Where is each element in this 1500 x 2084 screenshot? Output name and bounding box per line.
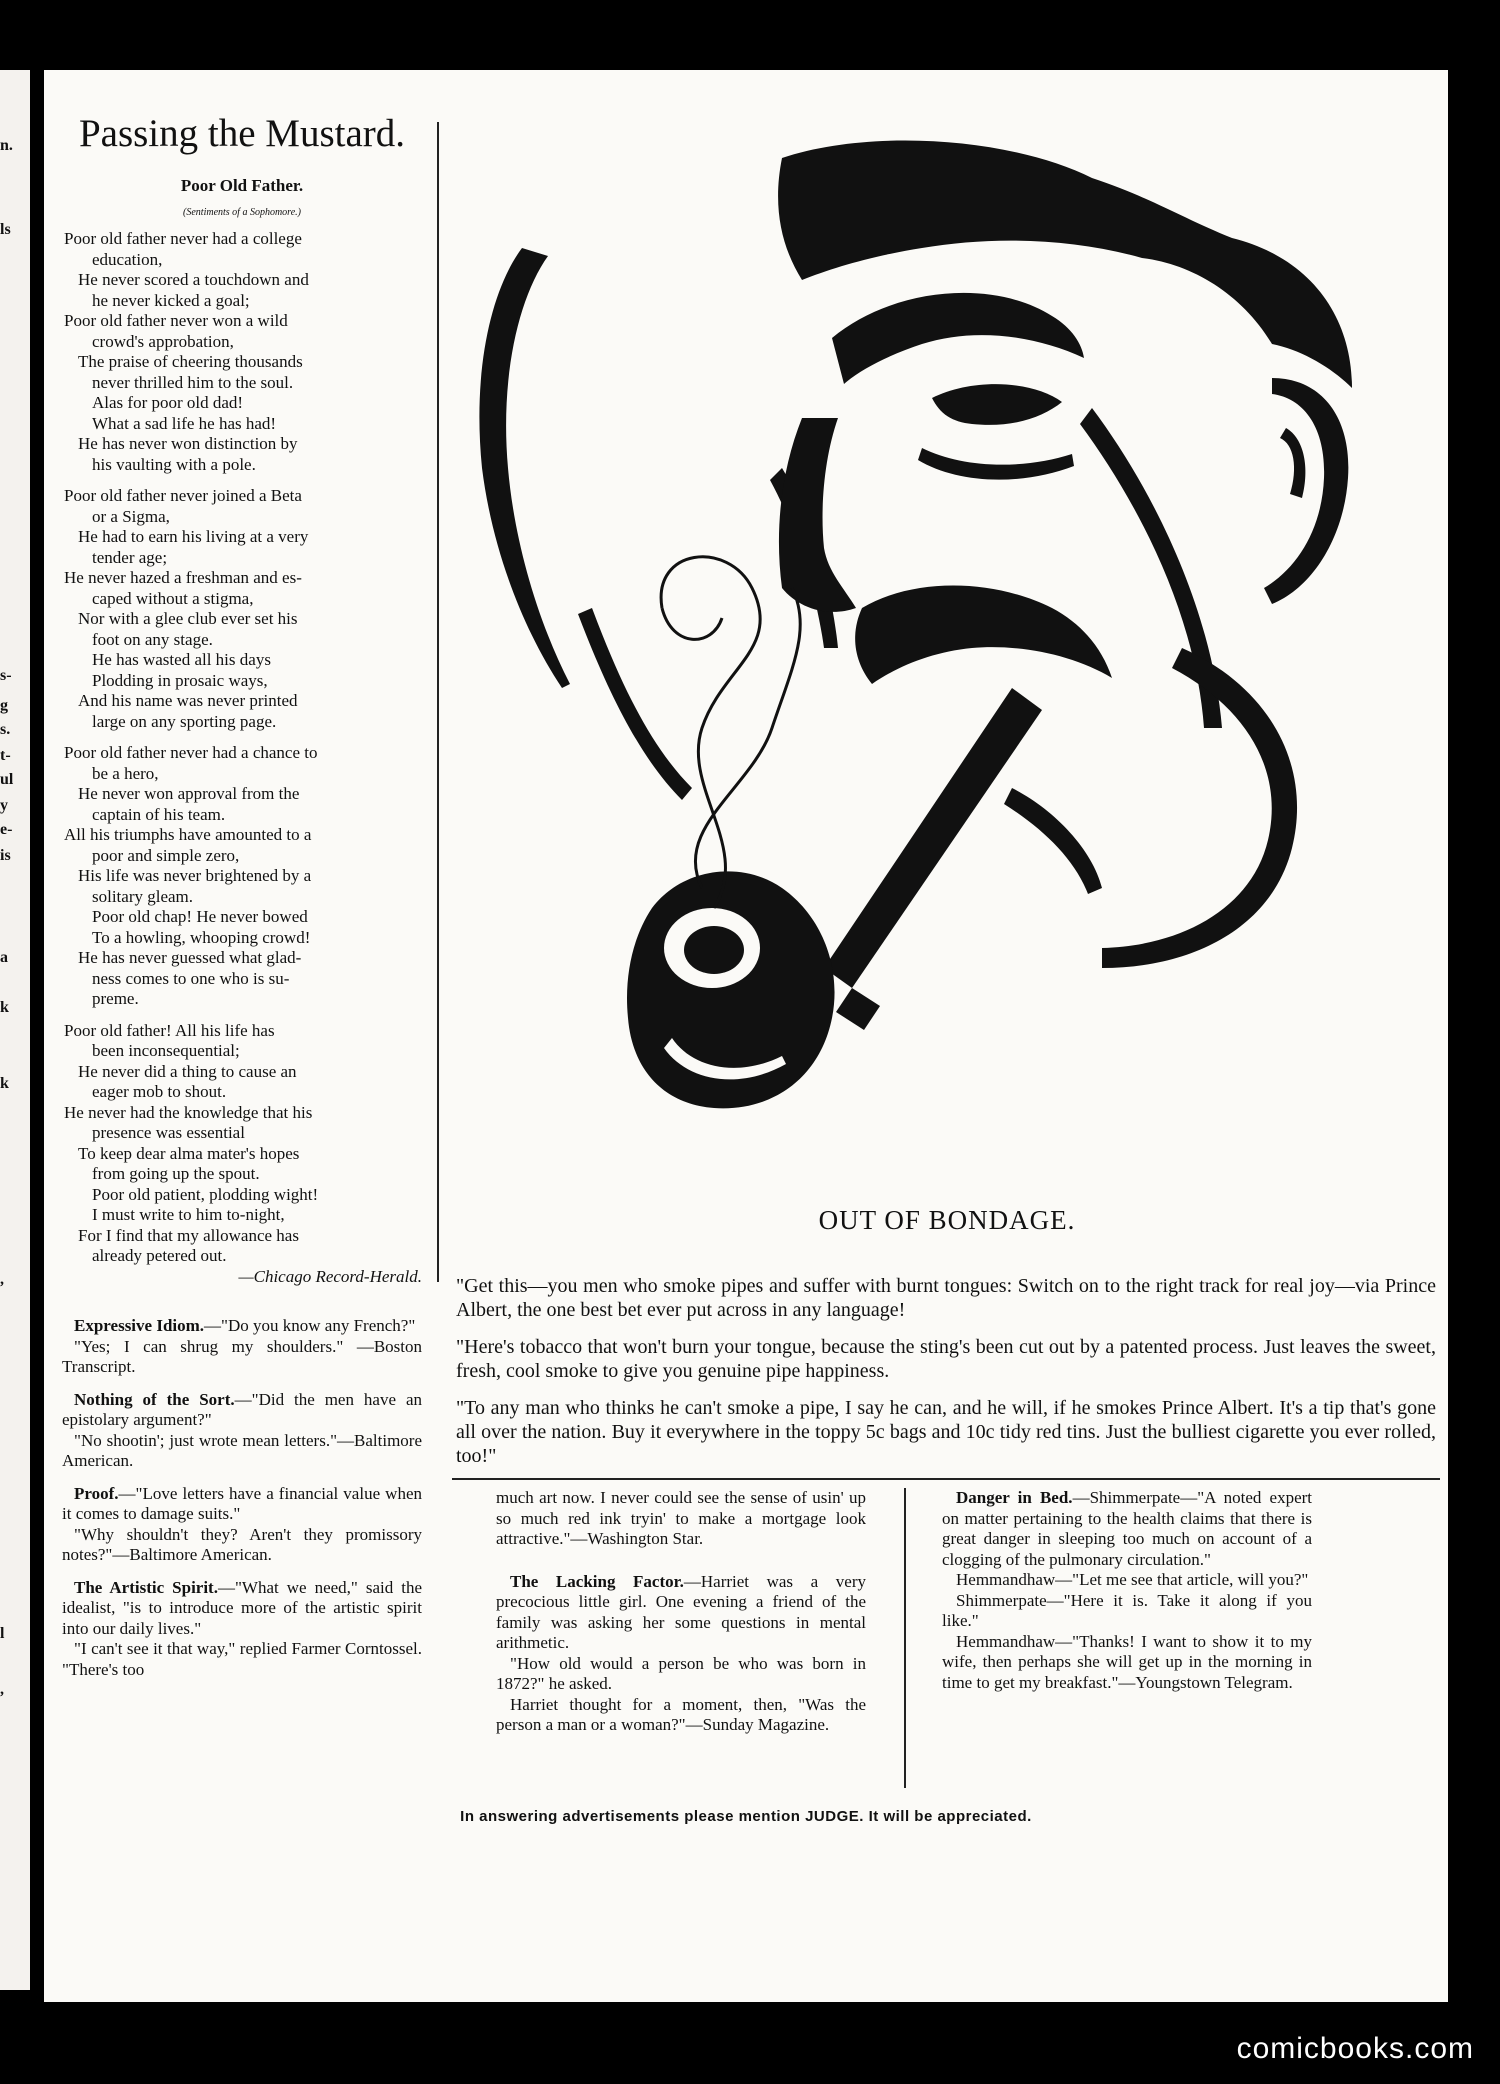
pipe-smoker-illustration <box>452 88 1432 1128</box>
joke-text: —Harriet was a very precocious little girl. One evening a friend of the family was asking her some questions in mental arithmetic. <box>496 1571 866 1652</box>
edge-fragment: y <box>0 797 8 814</box>
jaw <box>1102 648 1297 968</box>
edge-fragment: k <box>0 1075 9 1092</box>
poem-line: eager mob to shout. <box>92 1082 227 1101</box>
poem-line: He never hazed a freshman and es- <box>64 568 302 587</box>
eye <box>932 384 1062 425</box>
ad-paragraph: "Get this—you men who smoke pipes and suffer with burnt tongues: Switch on to the right track for real joy—via Prince Albert, the one best bet ever put across in any language! <box>456 1275 1436 1321</box>
poem-line: Poor old father never joined a Beta <box>64 486 302 505</box>
joke-item <box>496 1572 866 1736</box>
poem-line: never thrilled him to the soul. <box>92 372 294 392</box>
poem-line: He never had the knowledge that his <box>64 1102 313 1122</box>
joke-text: Harriet thought for a moment, then, "Was the person a man or a woman?"—Sunday Magazine. <box>496 1694 866 1734</box>
ad-paragraph: "Here's tobacco that won't burn your tongue, because the sting's been cut out by a patented process. Just leaves the sweet, fresh, cool smoke to give you genuine pipe happiness. <box>456 1336 1436 1382</box>
poem-line: preme. <box>92 989 139 1008</box>
edge-fragment: , <box>0 1271 4 1288</box>
joke-text: Hemmandhaw—"Thanks! I want to show it to my wife, then perhaps she will get up in the morning in time to get my breakfast."—Youngstown Telegram. <box>942 1631 1312 1692</box>
edge-fragment: , <box>0 1681 4 1698</box>
poem-line: be a hero, <box>92 763 159 783</box>
edge-fragment: n. <box>0 137 13 154</box>
smoke <box>661 557 760 908</box>
poem-line: He has never guessed what glad- <box>78 948 302 967</box>
poem-line: Poor old patient, plodding wight! <box>92 1184 319 1204</box>
left-column <box>62 112 422 1692</box>
poem-line: or a Sigma, <box>92 506 170 526</box>
pipe-stem <box>824 688 1042 988</box>
poem-subtitle: (Sentiments of a Sophomore.) <box>183 206 301 218</box>
joke-text: —"What we need," said the idealist, "is to introduce more of the artistic spirit into our daily lives." <box>62 1577 423 1638</box>
edge-fragment: a <box>0 949 8 966</box>
poem-line: presence was essential <box>92 1123 245 1142</box>
poem-line: The praise of cheering thousands <box>78 352 303 371</box>
joke-text: "Why shouldn't they? Aren't they promissory notes?"—Baltimore American. <box>62 1524 422 1564</box>
ear <box>1264 378 1348 604</box>
ear-inner <box>1280 428 1305 498</box>
poem-line: He never did a thing to cause an <box>78 1061 297 1081</box>
edge-fragment: s. <box>0 721 11 738</box>
edge-fragment: l <box>0 1625 5 1642</box>
poem-line: What a sad life he has had! <box>92 413 277 433</box>
poem-line: To a howling, whooping crowd! <box>92 927 311 947</box>
poem-attribution: —Chicago Record-Herald. <box>238 1266 422 1286</box>
poem-line: from going up the spout. <box>92 1164 260 1183</box>
ad-copy <box>456 1274 1436 1481</box>
moustache <box>855 586 1112 685</box>
edge-fragment: ls <box>0 221 11 238</box>
poem-line: For I find that my allowance has <box>78 1225 299 1245</box>
joke-continuation <box>496 1488 866 1550</box>
poem-line: poor and simple zero, <box>92 845 240 865</box>
ad-title: OUT OF BONDAGE. <box>818 1205 1076 1235</box>
poem-line: He has never won distinction by <box>78 434 298 453</box>
poem-line: already petered out. <box>92 1246 227 1265</box>
poem-line: his vaulting with a pole. <box>92 454 256 474</box>
footer-note: In answering advertisements please mention JUDGE. It will be appreciated. <box>460 1808 1032 1825</box>
joke-text: "I can't see it that way," replied Farmer Corntossel. "There's too <box>62 1639 422 1679</box>
section-divider <box>452 1478 1440 1480</box>
poem-line: Plodding in prosaic ways, <box>92 670 268 690</box>
poem-line: Poor old father never won a wild <box>64 311 288 330</box>
poem-line: All his triumphs have amounted to a <box>64 825 312 844</box>
joke-title: The Artistic Spirit. <box>74 1577 218 1597</box>
joke-text: "How old would a person be who was born in 1872?" he asked. <box>496 1653 866 1693</box>
column-divider <box>437 122 439 1282</box>
joke-text: Shimmerpate—"Here it is. Take it along if you like." <box>942 1590 1312 1630</box>
joke-text: Hemmandhaw—"Let me see that article, will you?" <box>956 1570 1309 1589</box>
joke-item <box>62 1316 422 1378</box>
middle-column <box>496 1488 866 1748</box>
poem-stanza <box>62 486 422 732</box>
eyebrow <box>832 293 1084 384</box>
poem-line: Poor old chap! He never bowed <box>92 907 308 926</box>
joke-title: Danger in Bed. <box>956 1488 1073 1507</box>
joke-text: —"Do you know any French?" <box>204 1316 416 1335</box>
poem-line: education, <box>92 249 163 269</box>
poem-line: He had to earn his living at a very <box>78 527 309 546</box>
poem-line: His life was never brightened by a <box>78 866 312 885</box>
pipe-tobacco <box>684 926 744 974</box>
joke-text: —"Did the men have an epistolary argument?" <box>62 1389 422 1429</box>
edge-fragment: t- <box>0 747 11 764</box>
edge-fragment: s- <box>0 667 12 684</box>
poem-line: He never scored a touchdown and <box>78 270 309 289</box>
edge-fragment: e- <box>0 821 13 838</box>
joke-text: —Shimmerpate—"A noted expert on matter pertaining to the health claims that there is great danger in sleeping too much on account of a clogging of the pulmonary circulation." <box>942 1488 1312 1569</box>
pipe-band <box>836 988 880 1030</box>
nose <box>779 418 856 612</box>
adjacent-page-fragments <box>0 70 18 1990</box>
watermark: comicbooks.com <box>1236 2032 1474 2065</box>
joke-item <box>62 1484 422 1566</box>
poem-stanza <box>62 229 422 475</box>
joke-title: The Lacking Factor. <box>510 1571 684 1591</box>
poem-title: Poor Old Father. <box>180 176 304 195</box>
smoke <box>662 608 722 639</box>
right-column <box>942 1488 1312 1705</box>
magazine-page <box>44 70 1448 2002</box>
edge-fragment: ul <box>0 771 14 788</box>
poem-line: Alas for poor old dad! <box>92 393 244 412</box>
neck <box>578 608 692 800</box>
poem-line: ness comes to one who is su- <box>92 968 290 988</box>
poem-line: captain of his team. <box>92 804 226 824</box>
joke-text: —"Love letters have a financial value when it comes to damage suits." <box>62 1483 422 1523</box>
eye-bag <box>918 448 1074 480</box>
poem-line: He never won approval from the <box>78 784 300 803</box>
joke-text: much art now. I never could see the sense of usin' up so much red ink tryin' to make a mortgage look attractive."—Washington Star. <box>496 1488 866 1548</box>
poem-line: solitary gleam. <box>92 886 194 906</box>
poem-line: been inconsequential; <box>92 1041 240 1060</box>
chin <box>1004 788 1102 894</box>
poem-line: Poor old father! All his life has <box>64 1020 275 1040</box>
poem-line: He has wasted all his days <box>92 650 271 669</box>
poem-stanza <box>62 743 422 1010</box>
joke-title: Nothing of the Sort. <box>74 1389 235 1409</box>
poem-line: Poor old father never had a college <box>64 229 302 248</box>
poem-line: he never kicked a goal; <box>92 290 250 310</box>
joke-item <box>62 1578 422 1681</box>
edge-fragment: g <box>0 697 8 714</box>
poem-line: Poor old father never had a chance to <box>64 743 318 762</box>
poem-line: caped without a stigma, <box>92 588 254 608</box>
edge-fragment: k <box>0 999 9 1016</box>
head-outline <box>479 248 570 688</box>
poem-line: I must write to him to-night, <box>92 1205 285 1224</box>
poem-line: foot on any stage. <box>92 629 213 649</box>
poem-stanza <box>62 1021 422 1288</box>
poem-line: And his name was never printed <box>78 691 298 710</box>
edge-fragment: is <box>0 847 11 864</box>
poem-line: tender age; <box>92 547 168 567</box>
joke-text: "No shootin'; just wrote mean letters."—Baltimore American. <box>62 1430 422 1470</box>
ad-paragraph: "To any man who thinks he can't smoke a pipe, I say he can, and he will, if he smokes Prince Albert. It's a tip that's gone all over the nation. Buy it everywhere in the toppy 5c bags and 10c tidy red tins. Just the bulliest cigarette you ever rolled, too!" <box>456 1397 1436 1467</box>
poem-line: large on any sporting page. <box>92 711 277 731</box>
joke-text: "Yes; I can shrug my shoulders." —Boston Transcript. <box>62 1336 422 1376</box>
column-divider <box>904 1488 906 1788</box>
joke-item <box>62 1390 422 1472</box>
joke-title: Expressive Idiom. <box>74 1316 205 1335</box>
joke-item <box>942 1488 1312 1693</box>
poem-line: Nor with a glee club ever set his <box>78 609 298 628</box>
joke-title: Proof. <box>74 1483 119 1503</box>
page-heading: Passing the Mustard. <box>78 112 406 155</box>
poem-line: crowd's approbation, <box>92 331 234 351</box>
poem-line: To keep dear alma mater's hopes <box>78 1143 300 1163</box>
